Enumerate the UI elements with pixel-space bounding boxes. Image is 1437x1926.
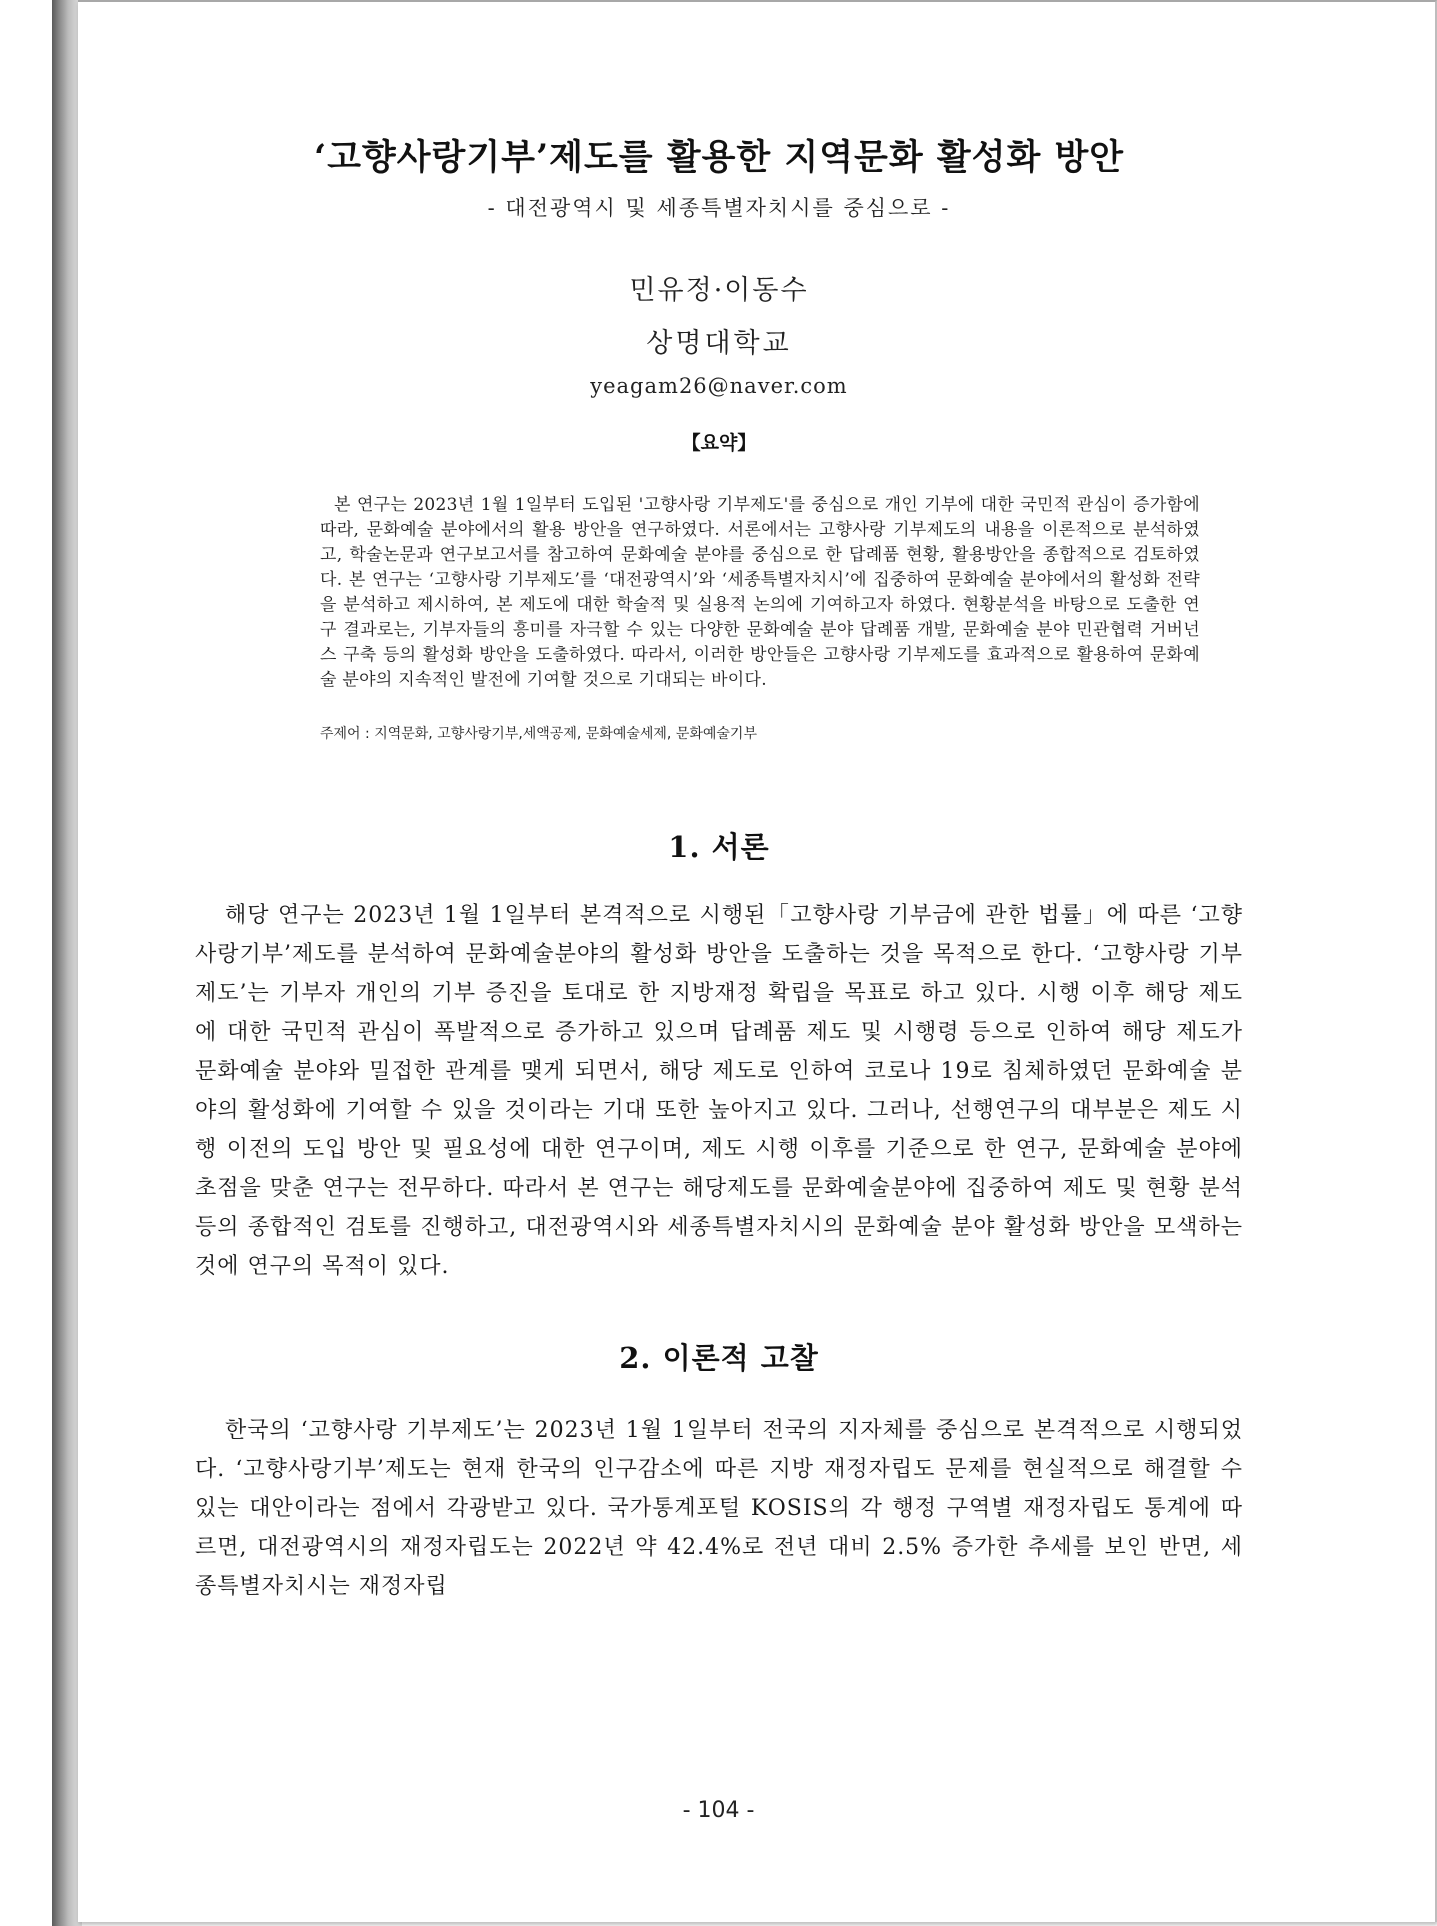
page-number: - 104 - xyxy=(682,1798,755,1823)
abstract-text: 본 연구는 2023년 1월 1일부터 도입된 '고향사랑 기부제도'를 중심으로 개인 기부에 대한 국민적 관심이 증가함에 따라, 문화예술 분야에서의 활용 방안을 연구하였다. 서론에서는 고향사랑 기부제도의 내용을 이론적으로 분석하였고, 학술논문과 연구보고서를 참고하여 문화예술 분야를 중심으로 한 답례품 현황, 활용방안을 종합적으로 검토하였다. 본 연구는 ‘고향사랑 기부제도’를 ‘대전광역시’와 ‘세종특별자치시’에 집중하여 문화예술 분야에서의 활성화 전략을 분석하고 제시하여, 본 제도에 대한 학술적 및 실용적 논의에 기여하고자 하였다. 현황분석을 바탕으로 도출한 연구 결과로는, 기부자들의 흥미를 자극할 수 있는 다양한 문화예술 분야 답례품 개발, 문화예술 분야 민관협력 거버넌스 구축 등의 활성화 방안을 도출하였다. 따라서, 이러한 방안들은 고향사랑 기부제도를 효과적으로 활용하여 문화예술 분야의 지속적인 발전에 기여할 것으로 기대되는 바이다. xyxy=(320,495,1200,690)
introduction-paragraph: 해당 연구는 2023년 1월 1일부터 본격적으로 시행된「고향사랑 기부금에 관한 법률」에 따른 ‘고향사랑기부’제도를 분석하여 문화예술분야의 활성화 방안을 도출하는 것을 목적으로 한다. ‘고향사랑 기부제도’는 기부자 개인의 기부 증진을 토대로 한 지방재정 확립을 목표로 하고 있다. 시행 이후 해당 제도에 대한 국민적 관심이 폭발적으로 증가하고 있으며 답례품 제도 및 시행령 등으로 인하여 해당 제도가 문화예술 분야와 밀접한 관계를 맺게 되면서, 해당 제도로 인하여 코로나 19로 침체하였던 문화예술 분야의 활성화에 기여할 수 있을 것이라는 기대 또한 높아지고 있다. 그러나, 선행연구의 대부분은 제도 시행 이전의 도입 방안 및 필요성에 대한 연구이며, 제도 시행 이후를 기준으로 한 연구, 문화예술 분야에 초점을 맞춘 연구는 전무하다. 따라서 본 연구는 해당제도를 문화예술분야에 집중하여 제도 및 현황 분석등의 종합적인 검토를 진행하고, 대전광역시와 세종특별자치시의 문화예술 분야 활성화 방안을 모색하는것에 연구의 목적이 있다. xyxy=(195,903,1243,1279)
theory-paragraph: 한국의 ‘고향사랑 기부제도’는 2023년 1월 1일부터 전국의 지자체를 중심으로 본격적으로 시행되었다. ‘고향사랑기부’제도는 현재 한국의 인구감소에 따른 지방 재정자립도 문제를 현실적으로 해결할 수 있는 대안이라는 점에서 각광받고 있다. 국가통계포털 KOSIS의 각 행정 구역별 재정자립도 통계에 따르면, 대전광역시의 재정자립도는 2022년 약 42.4%로 전년 대비 2.5% 증가한 추세를 보인 반면, 세종특별자치시는 재정자립 xyxy=(195,1418,1243,1599)
paper-title: ‘고향사랑기부’제도를 활용한 지역문화 활성화 방안 xyxy=(313,137,1125,178)
page-content xyxy=(195,110,1243,1606)
abstract-heading: 【요약】 xyxy=(681,432,757,454)
section-heading-introduction: 1. 서론 xyxy=(668,830,770,864)
section-heading-theory: 2. 이론적 고찰 xyxy=(619,1341,819,1375)
author-affiliation: 상명대학교 xyxy=(646,328,792,359)
keywords: 주제어 : 지역문화, 고향사랑기부,세액공제, 문화예술세제, 문화예술기부 xyxy=(320,726,757,742)
author-email: yeagam26@naver.com xyxy=(590,374,848,398)
author-names: 민유정·이동수 xyxy=(629,275,809,306)
paper-subtitle: - 대전광역시 및 세종특별자치시를 중심으로 - xyxy=(487,196,951,220)
